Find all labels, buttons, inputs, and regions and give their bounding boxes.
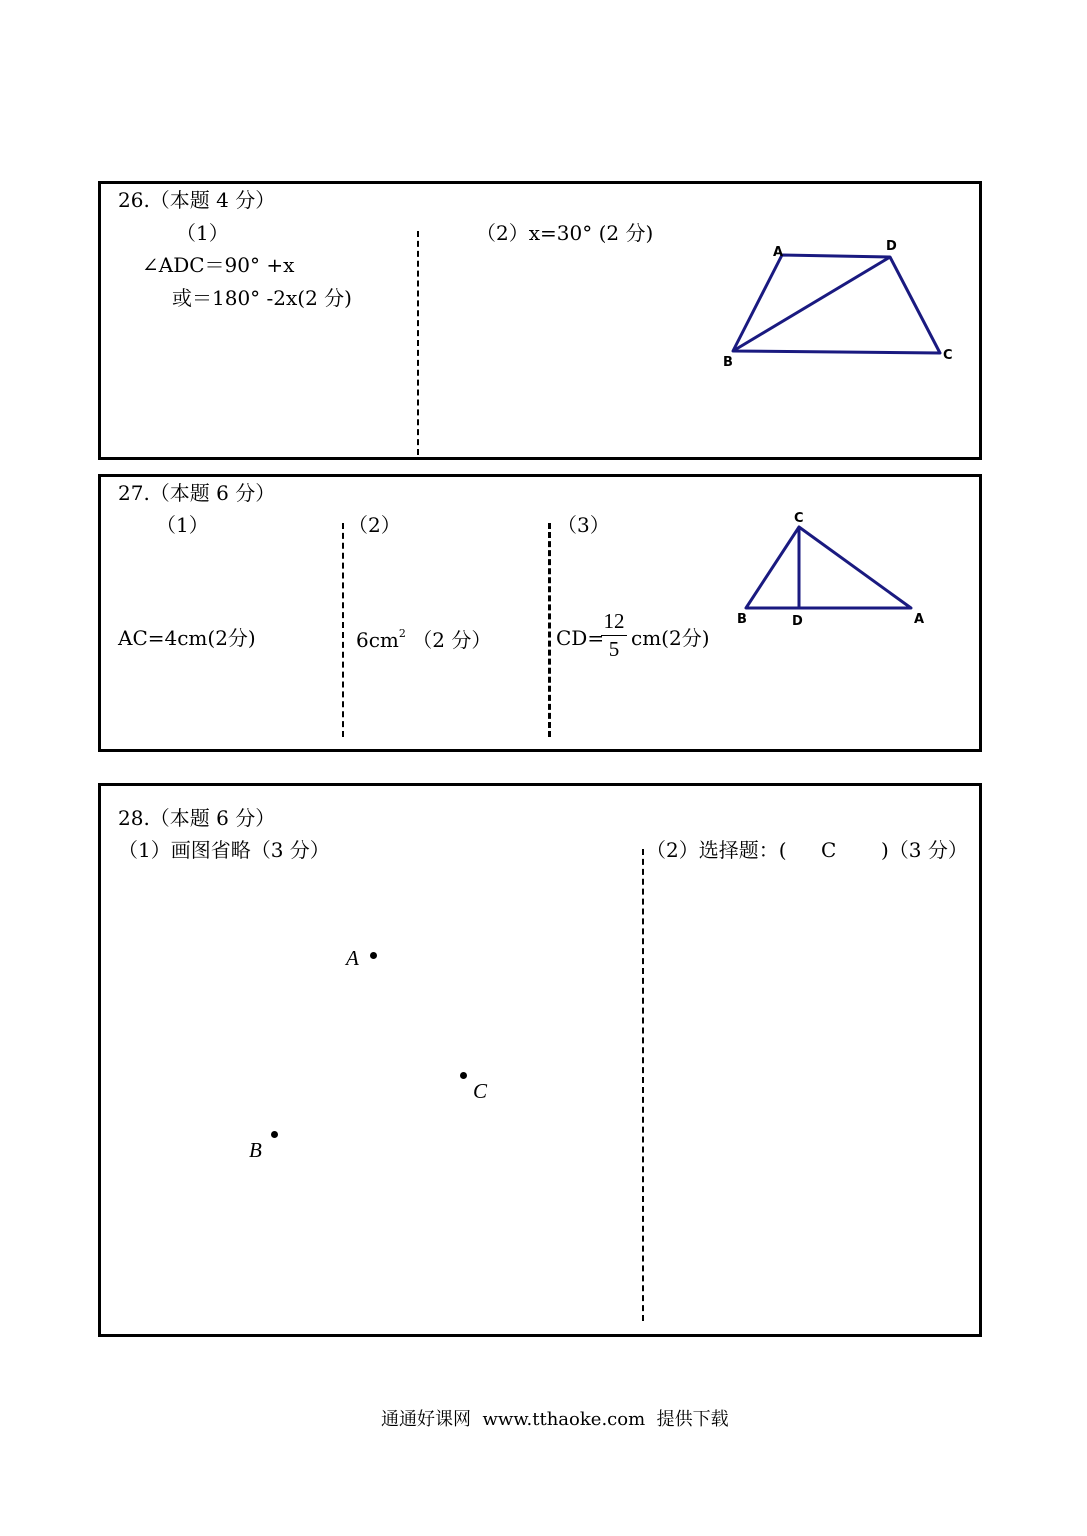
q26-divider	[417, 231, 419, 455]
trapezoid-abcd	[733, 255, 940, 353]
q27-title: 27.（本题 6 分）	[118, 481, 276, 505]
q27-part2-value: 6cm	[356, 628, 399, 652]
fig26-label-d: D	[886, 239, 897, 254]
q28-part2-suffix: )（3 分）	[881, 838, 968, 862]
q28-part1: （1）画图省略（3 分）	[118, 838, 330, 862]
q27-part3-label: （3）	[557, 513, 610, 537]
fraction-denominator: 5	[608, 637, 620, 661]
q28-part2-prefix: （2）选择题：(	[646, 838, 787, 862]
q28-divider	[642, 849, 644, 1321]
point-b-label: B	[249, 1138, 262, 1162]
point-a-dot	[370, 952, 377, 959]
q27-part3-fraction	[601, 611, 627, 660]
q27-part3-prefix: CD=	[556, 626, 605, 650]
q27-part2-label: （2）	[348, 513, 401, 537]
q26-part1-line1: ∠ADC＝90° +x	[142, 253, 295, 277]
fraction-bar	[601, 635, 627, 636]
q26-part1-line2: 或＝180° -2x(2 分)	[172, 286, 352, 310]
q28-box	[98, 783, 982, 1337]
q27-part2-score: （2 分）	[412, 628, 492, 652]
q27-part1-answer: AC=4cm(2分)	[118, 626, 256, 650]
q27-part2-exponent: 2	[398, 627, 406, 640]
point-c-label: C	[473, 1079, 488, 1103]
fig27-label-a: A	[914, 612, 925, 627]
q27-divider-1	[342, 523, 344, 737]
q28-part2-answer: C	[821, 838, 837, 862]
fig26-label-b: B	[723, 355, 733, 370]
q27-triangle-figure	[730, 505, 940, 630]
q26-title: 26.（本题 4 分）	[118, 188, 276, 212]
point-a-label: A	[346, 946, 359, 970]
point-c-dot	[460, 1072, 467, 1079]
q27-part1-label: （1）	[156, 513, 209, 537]
fig27-label-d: D	[792, 614, 803, 629]
fig26-label-a: A	[773, 245, 784, 260]
fig27-label-b: B	[737, 612, 747, 627]
q26-part2: （2）x=30° (2 分)	[476, 221, 654, 245]
page-footer: 通通好课网 www.tthaoke.com 提供下载	[381, 1409, 729, 1430]
q28-title: 28.（本题 6 分）	[118, 806, 276, 830]
fig27-label-c: C	[794, 511, 804, 526]
fig26-label-c: C	[943, 348, 953, 363]
triangle-abc	[746, 527, 911, 608]
q26-part1-label: （1）	[176, 221, 229, 245]
point-b-dot	[271, 1131, 278, 1138]
q27-part3-suffix: cm(2分)	[631, 626, 710, 650]
q26-trapezoid-figure	[718, 232, 968, 372]
fraction-numerator: 12	[603, 609, 625, 633]
q27-divider-2	[548, 523, 551, 737]
q27-part2-answer	[356, 628, 491, 650]
